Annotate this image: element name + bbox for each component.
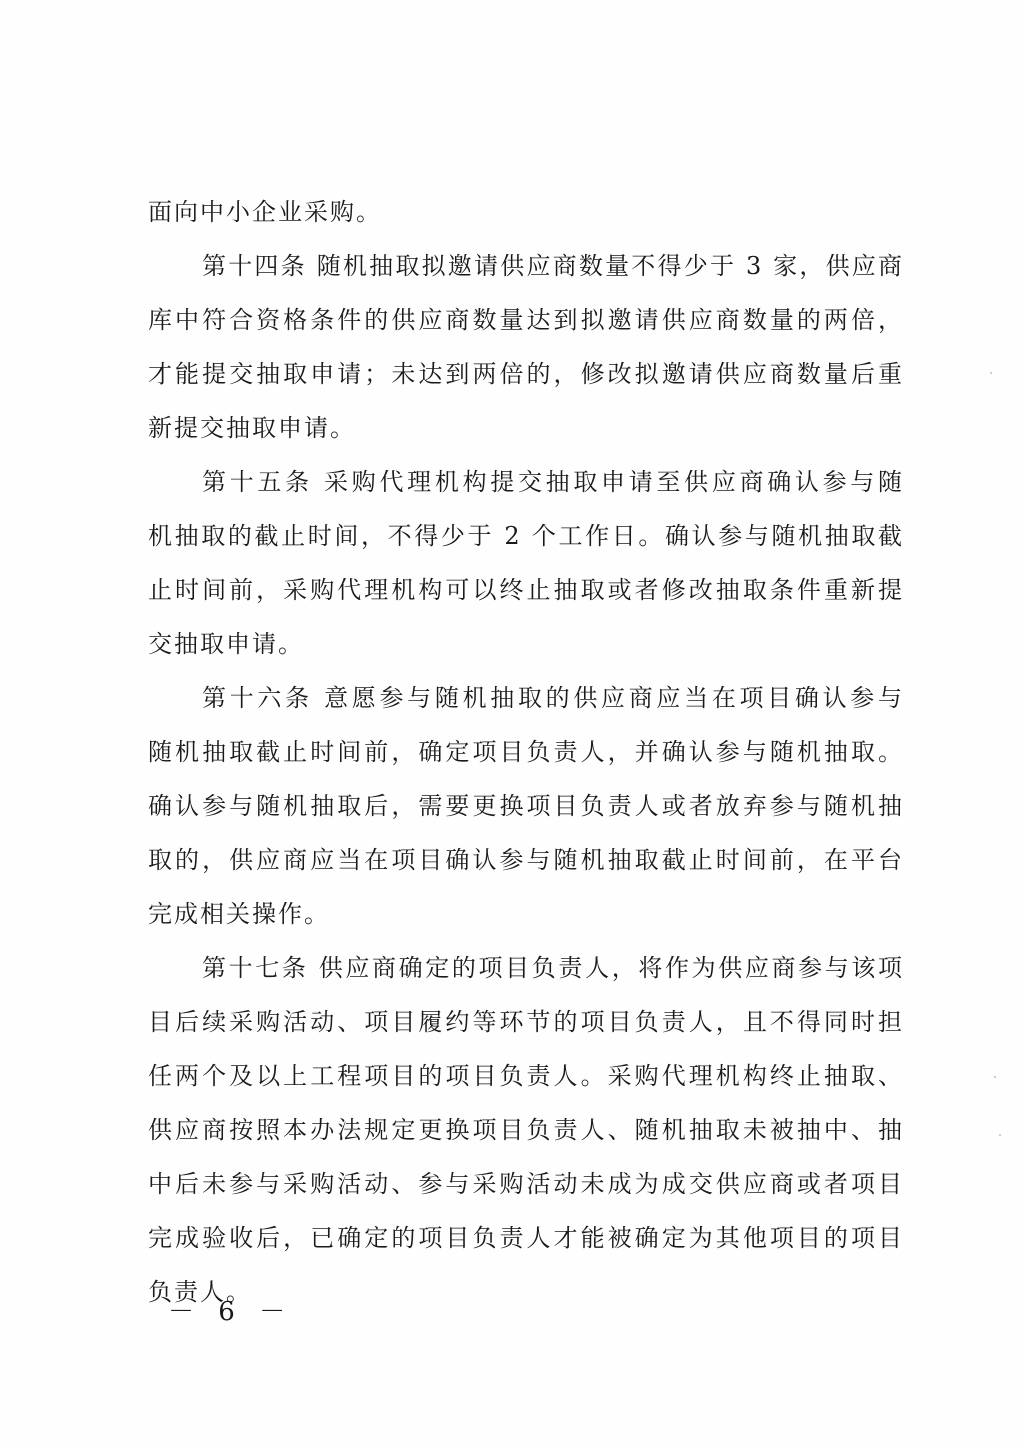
text-line: 才能提交抽取申请；未达到两倍的，修改拟邀请供应商数量后重 — [148, 360, 904, 388]
text-line: 中后未参与采购活动、参与采购活动未成为成交供应商或者项目 — [148, 1170, 904, 1198]
text-line: 确认参与随机抽取后，需要更换项目负责人或者放弃参与随机抽 — [148, 792, 904, 820]
text-line: 负责人。 — [148, 1278, 252, 1306]
text-line: 取的，供应商应当在项目确认参与随机抽取截止时间前，在平台 — [148, 846, 904, 874]
text-line: 完成相关操作。 — [148, 900, 330, 928]
text-line: 第十七条 供应商确定的项目负责人，将作为供应商参与该项 — [202, 954, 904, 982]
text-line: 交抽取申请。 — [148, 630, 304, 658]
scan-speck — [999, 1134, 1001, 1136]
scan-speck — [990, 372, 992, 374]
scan-speck — [994, 1076, 996, 1078]
text-line: 随机抽取截止时间前，确定项目负责人，并确认参与随机抽取。 — [148, 738, 904, 766]
text-line: 面向中小企业采购。 — [148, 198, 382, 226]
page-number: － 6 － — [168, 1297, 294, 1327]
document-body — [148, 185, 904, 1319]
text-line: 目后续采购活动、项目履约等环节的项目负责人，且不得同时担 — [148, 1008, 904, 1036]
text-line: 机抽取的截止时间，不得少于 2 个工作日。确认参与随机抽取截 — [148, 522, 904, 550]
text-line: 完成验收后，已确定的项目负责人才能被确定为其他项目的项目 — [148, 1224, 904, 1252]
text-line: 库中符合资格条件的供应商数量达到拟邀请供应商数量的两倍， — [148, 306, 904, 334]
text-line: 新提交抽取申请。 — [148, 414, 356, 442]
text-line: 第十四条 随机抽取拟邀请供应商数量不得少于 3 家，供应商 — [202, 252, 904, 280]
text-line: 第十五条 采购代理机构提交抽取申请至供应商确认参与随 — [202, 468, 904, 496]
text-line: 供应商按照本办法规定更换项目负责人、随机抽取未被抽中、抽 — [148, 1116, 904, 1144]
text-line: 第十六条 意愿参与随机抽取的供应商应当在项目确认参与 — [202, 684, 904, 712]
text-line: 任两个及以上工程项目的项目负责人。采购代理机构终止抽取、 — [148, 1062, 904, 1090]
text-line: 止时间前，采购代理机构可以终止抽取或者修改抽取条件重新提 — [148, 576, 904, 604]
